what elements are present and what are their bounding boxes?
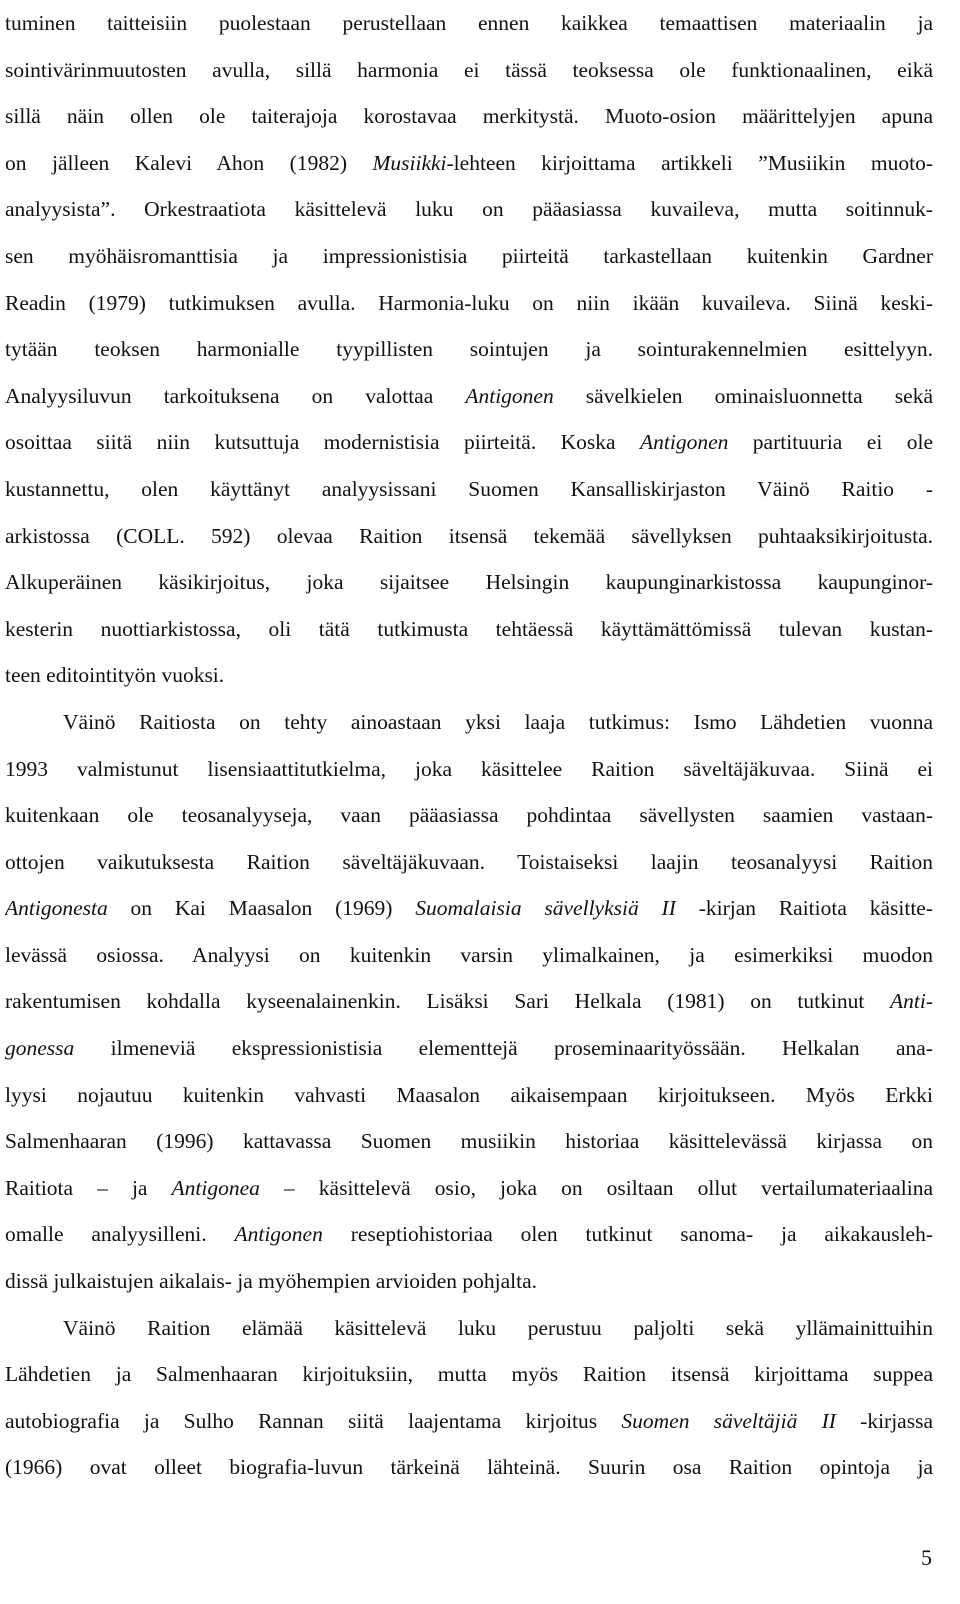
text-line	[5, 1211, 933, 1258]
text-line	[5, 839, 933, 886]
text-segment: analyysista”. Orkestraatiota käsittelevä luku on pääasiassa kuvaileva, mutta soitinnuk-	[5, 197, 933, 222]
text-segment: -lehteen kirjoittama artikkeli ”Musiikin muoto-	[446, 150, 933, 175]
text-line	[5, 606, 933, 653]
text-segment: on Kai Maasalon (1969)	[107, 896, 416, 921]
text-line	[5, 978, 933, 1025]
paragraph	[5, 0, 933, 699]
text-line	[5, 559, 933, 606]
text-segment: sen myöhäisromanttisia ja impressionistisia piirteitä tarkastellaan kuitenkin Gardner	[5, 243, 933, 268]
text-line	[5, 1025, 933, 1072]
text-segment: rakentumisen kohdalla kyseenalainenkin. Lisäksi Sari Helkala (1981) on tutkinut	[5, 989, 890, 1014]
text-line	[5, 746, 933, 793]
text-line	[5, 373, 933, 420]
text-segment: lyysi nojautuu kuitenkin vahvasti Maasalon aikaisempaan kirjoitukseen. Myös Erkki	[5, 1082, 933, 1107]
text-segment: reseptiohistoriaa olen tutkinut sanoma- ja aikakausleh-	[322, 1222, 933, 1247]
italic-title: gonessa	[5, 1036, 75, 1061]
italic-title: Antigonen	[640, 430, 729, 455]
text-segment: Väinö Raitiosta on tehty ainoastaan yksi laaja tutkimus: Ismo Lähdetien vuonna	[63, 709, 933, 734]
text-line	[5, 1165, 933, 1212]
text-line	[5, 1118, 933, 1165]
text-segment: 1993 valmistunut lisensiaattitutkielma, joka käsittelee Raition säveltäjäkuvaa. Siinä ei	[5, 756, 933, 781]
text-line	[5, 0, 933, 47]
text-segment: arkistossa (COLL. 592) olevaa Raition itsensä tekemää sävellyksen puhtaaksikirjoitusta.	[5, 523, 933, 548]
text-segment: autobiografia ja Sulho Rannan siitä laajentama kirjoitus	[5, 1408, 622, 1433]
text-segment: sävelkielen ominaisluonnetta sekä	[553, 383, 933, 408]
italic-title: Antigonea	[171, 1175, 260, 1200]
italic-title: Musiikki	[372, 150, 447, 175]
text-segment: Salmenhaaran (1996) kattavassa Suomen musiikin historiaa käsittelevässä kirjassa on	[5, 1129, 933, 1154]
text-line	[5, 233, 933, 280]
text-segment: -kirjassa	[835, 1408, 933, 1433]
text-segment: sillä näin ollen ole taiterajoja korostavaa merkitystä. Muoto-osion määrittelyjen apuna	[5, 104, 933, 129]
text-line	[5, 885, 933, 932]
text-segment: -kirjan Raitiota käsitte-	[675, 896, 933, 921]
text-line	[5, 1305, 933, 1352]
text-segment: sointivärinmuutosten avulla, sillä harmonia ei tässä teoksessa ole funktionaalinen, eikä	[5, 57, 933, 82]
text-line	[5, 93, 933, 140]
text-line	[5, 466, 933, 513]
text-segment: kesterin nuottiarkistossa, oli tätä tutkimusta tehtäessä käyttämättömissä tulevan kustan-	[5, 616, 933, 641]
text-line	[5, 1398, 933, 1445]
text-line	[5, 792, 933, 839]
text-segment: Analyysiluvun tarkoituksena on valottaa	[5, 383, 466, 408]
text-segment: – käsittelevä osio, joka on osiltaan ollut vertailumateriaalina	[259, 1175, 933, 1200]
paragraph	[5, 1305, 933, 1491]
italic-title: Antigonesta	[5, 896, 108, 921]
text-line	[5, 513, 933, 560]
text-segment: ottojen vaikutuksesta Raition säveltäjäkuvaan. Toistaiseksi laajin teosanalyysi Raition	[5, 849, 933, 874]
text-segment: levässä osiossa. Analyysi on kuitenkin varsin ylimalkainen, ja esimerkiksi muodon	[5, 942, 933, 967]
text-segment: Readin (1979) tutkimuksen avulla. Harmonia-luku on niin ikään kuvaileva. Siinä keski-	[5, 290, 933, 315]
text-line	[5, 326, 933, 373]
text-line	[5, 140, 933, 187]
text-segment: Raitiota – ja	[5, 1175, 172, 1200]
text-line	[5, 280, 933, 327]
text-line	[5, 186, 933, 233]
text-segment: dissä julkaistujen aikalais- ja myöhempien arvioiden pohjalta.	[5, 1269, 537, 1294]
text-segment: partituuria ei ole	[728, 430, 933, 455]
text-segment: tytään teoksen harmonialle tyypillisten sointujen ja sointurakennelmien esittelyyn.	[5, 337, 933, 362]
text-segment: Väinö Raition elämää käsittelevä luku perustuu paljolti sekä yllämainittuihin	[63, 1315, 933, 1340]
text-segment: ilmeneviä ekspressionistisia elementtejä proseminaarityössään. Helkalan ana-	[74, 1036, 933, 1061]
italic-title: Suomen säveltäjiä II	[621, 1408, 836, 1433]
italic-title: Suomalaisia sävellyksiä II	[415, 896, 676, 921]
italic-title: Antigonen	[465, 383, 554, 408]
document-body	[5, 0, 933, 1491]
text-segment: tuminen taitteisiin puolestaan perustellaan ennen kaikkea temaattisen materiaalin ja	[5, 11, 933, 35]
text-line	[5, 1351, 933, 1398]
text-line	[5, 419, 933, 466]
text-line	[5, 1258, 933, 1305]
text-segment: teen editointityön vuoksi.	[5, 663, 225, 688]
text-line	[5, 699, 933, 746]
text-segment: Lähdetien ja Salmenhaaran kirjoituksiin, mutta myös Raition itsensä kirjoittama suppea	[5, 1362, 933, 1387]
text-line	[5, 932, 933, 979]
text-segment: kustannettu, olen käyttänyt analyysissani Suomen Kansalliskirjaston Väinö Raitio -	[5, 476, 933, 501]
text-segment: omalle analyysilleni.	[5, 1222, 235, 1247]
text-segment: osoittaa siitä niin kutsuttuja modernistisia piirteitä. Koska	[5, 430, 640, 455]
text-line	[5, 1072, 933, 1119]
text-line	[5, 47, 933, 94]
italic-title: Anti-	[890, 989, 933, 1014]
paragraph	[5, 699, 933, 1305]
text-segment: kuitenkaan ole teosanalyyseja, vaan pääasiassa pohdintaa sävellysten saamien vastaan-	[5, 803, 933, 828]
text-segment: Alkuperäinen käsikirjoitus, joka sijaitsee Helsingin kaupunginarkistossa kaupunginor-	[5, 570, 933, 595]
page-number: 5	[921, 1545, 932, 1570]
text-segment: (1966) ovat olleet biografia-luvun tärkeinä lähteinä. Suurin osa Raition opintoja ja	[5, 1455, 933, 1480]
italic-title: Antigonen	[234, 1222, 323, 1247]
text-line	[5, 1444, 933, 1491]
text-line	[5, 652, 933, 699]
text-segment: on jälleen Kalevi Ahon (1982)	[5, 150, 373, 175]
